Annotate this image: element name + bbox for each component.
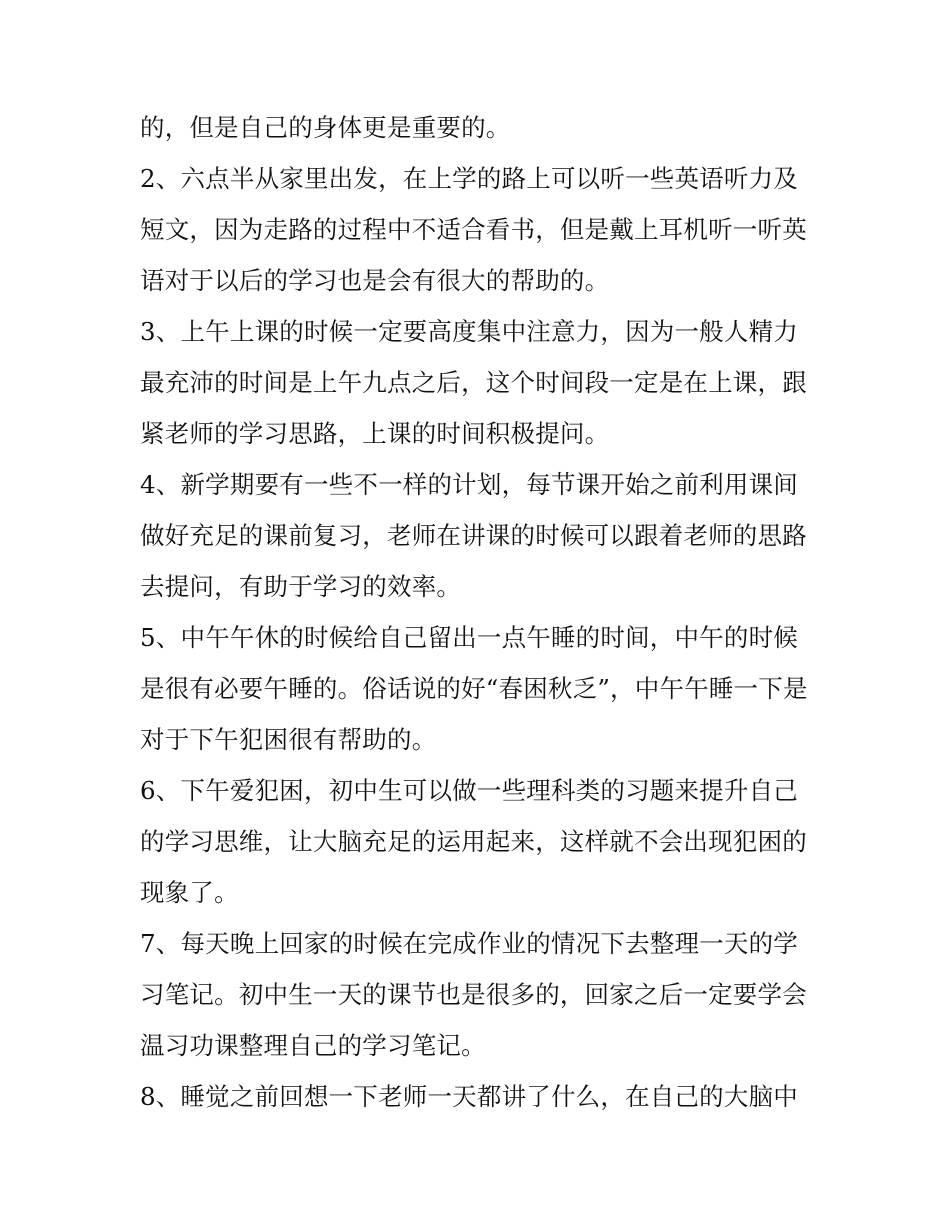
text-line: 最充沛的时间是上午九点之后，这个时间段一定是在上课，跟	[140, 368, 807, 397]
text-line: 4、新学期要有一些不一样的计划，每节课开始之前利用课间	[140, 470, 798, 499]
text-line: 紧老师的学习思路，上课的时间积极提问。	[140, 419, 610, 448]
text-line: 的学习思维，让大脑充足的运用起来，这样就不会出现犯困的	[140, 827, 807, 856]
text-line: 8、睡觉之前回想一下老师一天都讲了什么，在自己的大脑中	[140, 1082, 798, 1111]
text-line: 去提问，有助于学习的效率。	[140, 572, 462, 601]
text-line: 的，但是自己的身体更是重要的。	[140, 113, 511, 142]
text-line: 对于下午犯困很有帮助的。	[140, 725, 437, 754]
text-line: 温习功课整理自己的学习笔记。	[140, 1031, 486, 1060]
text-line: 5、中午午休的时候给自己留出一点午睡的时间，中午的时候	[140, 623, 798, 652]
text-line: 现象了。	[140, 878, 239, 907]
text-line: 是很有必要午睡的。俗话说的好“春困秋乏”，中午午睡一下是	[140, 674, 808, 703]
text-line: 习笔记。初中生一天的课节也是很多的，回家之后一定要学会	[140, 980, 807, 1009]
text-line: 7、每天晚上回家的时候在完成作业的情况下去整理一天的学	[140, 929, 798, 958]
text-line: 做好充足的课前复习，老师在讲课的时候可以跟着老师的思路	[140, 521, 807, 550]
text-line: 语对于以后的学习也是会有很大的帮助的。	[140, 266, 610, 295]
text-line: 6、下午爱犯困，初中生可以做一些理科类的习题来提升自己	[140, 776, 798, 805]
text-line: 3、上午上课的时候一定要高度集中注意力，因为一般人精力	[140, 317, 798, 346]
text-line: 2、六点半从家里出发，在上学的路上可以听一些英语听力及	[140, 164, 798, 193]
text-line: 短文，因为走路的过程中不适合看书，但是戴上耳机听一听英	[140, 215, 807, 244]
